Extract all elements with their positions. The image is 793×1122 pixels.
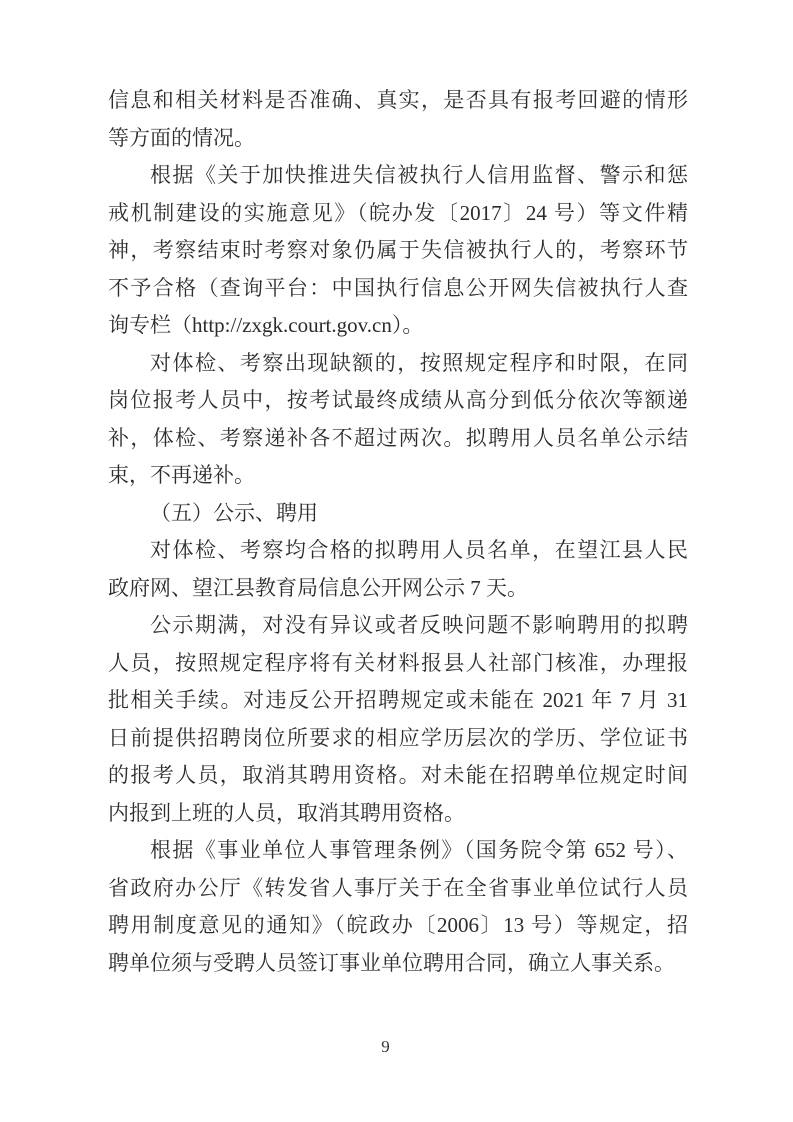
section-heading: （五）公示、聘用	[150, 500, 318, 525]
text-line: 等方面的情况。	[108, 125, 255, 150]
text-line: 神，考察结束时考察对象仍属于失信被执行人的，考察环节	[108, 238, 688, 262]
page-number: 9	[381, 1037, 390, 1056]
text-line: 戒机制建设的实施意见》（皖办发〔2017〕24 号）等文件精	[108, 200, 688, 225]
text-line: 省政府办公厅《转发省人事厅关于在全省事业单位试行人员	[108, 875, 688, 900]
text-line: 聘单位须与受聘人员签订事业单位聘用合同，确立人事关系。	[108, 950, 675, 975]
text-line: 批相关手续。对违反公开招聘规定或未能在 2021 年 7 月 31	[108, 688, 688, 712]
text-line: 人员，按照规定程序将有关材料报县人社部门核准，办理报	[108, 650, 688, 675]
text-line: 根据《事业单位人事管理条例》（国务院令第 652 号）、	[150, 838, 688, 862]
text-line: 政府网、望江县教育局信息公开网公示 7 天。	[108, 575, 528, 600]
text-line: 询专栏（http://zxgk.court.gov.cn）。	[108, 313, 424, 337]
text-line: 内报到上班的人员，取消其聘用资格。	[108, 800, 465, 825]
text-line: 补，体检、考察递补各不超过两次。拟聘用人员名单公示结	[108, 425, 688, 450]
text-line: 对体检、考察出现缺额的，按照规定程序和时限，在同	[150, 350, 688, 375]
text-line: 信息和相关材料是否准确、真实，是否具有报考回避的情形	[108, 88, 688, 112]
text-line: 束，不再递补。	[108, 463, 255, 487]
text-line: 公示期满，对没有异议或者反映问题不影响聘用的拟聘	[150, 613, 688, 637]
text-line: 对体检、考察均合格的拟聘用人员名单，在望江县人民	[150, 538, 688, 562]
document-body	[108, 82, 688, 982]
text-line: 日前提供招聘岗位所要求的相应学历层次的学历、学位证书	[108, 725, 688, 750]
text-line: 聘用制度意见的通知》（皖政办〔2006〕13 号）等规定，招	[108, 913, 688, 937]
text-line: 根据《关于加快推进失信被执行人信用监督、警示和惩	[150, 163, 688, 187]
text-line: 不予合格（查询平台：中国执行信息公开网失信被执行人查	[108, 275, 688, 300]
text-line: 的报考人员，取消其聘用资格。对未能在招聘单位规定时间	[108, 763, 688, 787]
text-line: 岗位报考人员中，按考试最终成绩从高分到低分依次等额递	[108, 388, 688, 412]
